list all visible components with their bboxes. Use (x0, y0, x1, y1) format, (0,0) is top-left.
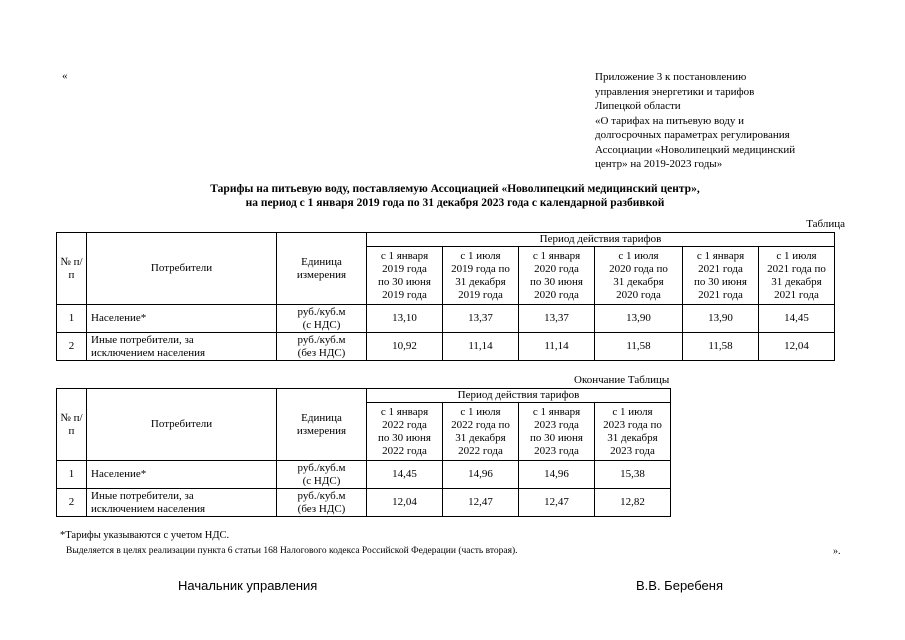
tariff-value: 14,96 (443, 461, 519, 489)
consumer-line: Иные потребители, за (91, 489, 194, 502)
unit-line: (без НДС) (297, 502, 346, 515)
period-header (595, 247, 683, 305)
tariff-value: 14,45 (367, 461, 443, 489)
tariff-value: 15,38 (595, 461, 671, 489)
consumer-cell (87, 333, 277, 361)
period-line: 31 декабря (613, 275, 664, 288)
appendix-line: Приложение 3 к постановлению (595, 71, 747, 83)
row-number: 2 (57, 489, 87, 517)
period-line: 31 декабря (771, 275, 822, 288)
period-line: с 1 июля (776, 249, 817, 262)
appendix-line: управления энергетики и тарифов (595, 85, 755, 98)
period-header (443, 403, 519, 461)
period-line: по 30 июня (378, 275, 431, 288)
row-number: 1 (57, 305, 87, 333)
header-consumers: Потребители (87, 233, 277, 305)
period-line: с 1 июля (612, 405, 653, 418)
period-line: 2022 года (458, 444, 503, 457)
period-header (595, 403, 671, 461)
period-line: 2022 года (382, 444, 427, 457)
period-line: 2021 года по (767, 262, 826, 275)
period-line: с 1 января (532, 249, 581, 262)
title-line: на период с 1 января 2019 года по 31 декабря 2023 года с календарной разбивкой (245, 197, 665, 209)
opening-quote: « (62, 70, 68, 82)
tariff-value: 10,92 (367, 333, 443, 361)
period-line: 2019 года (382, 288, 427, 301)
period-line: по 30 июня (694, 275, 747, 288)
period-line: по 30 июня (530, 275, 583, 288)
consumer-line: Иные потребители, за (91, 333, 194, 346)
row-number: 1 (57, 461, 87, 489)
unit-cell (277, 461, 367, 489)
header-number: № п/п (57, 389, 87, 461)
period-header (367, 247, 443, 305)
period-line: 31 декабря (607, 431, 658, 444)
period-line: 2020 года (616, 288, 661, 301)
period-header (519, 247, 595, 305)
header-number: № п/п (57, 233, 87, 305)
tariff-table-2022-2023 (56, 388, 671, 517)
tariff-value: 11,58 (683, 333, 759, 361)
header-period: Период действия тарифов (367, 389, 671, 403)
tariff-value: 12,47 (443, 489, 519, 517)
period-line: 2019 года по (451, 262, 510, 275)
period-line: 2021 года (774, 288, 819, 301)
period-line: 2022 года (382, 418, 427, 431)
tariff-value: 13,37 (519, 305, 595, 333)
period-line: 2020 года (534, 262, 579, 275)
tariff-value: 12,47 (519, 489, 595, 517)
tariff-value: 14,45 (759, 305, 835, 333)
header-consumers: Потребители (87, 389, 277, 461)
unit-line: руб./куб.м (297, 489, 346, 502)
period-line: с 1 января (696, 249, 745, 262)
unit-line: (с НДС) (302, 474, 341, 487)
unit-line: (без НДС) (297, 346, 346, 359)
unit-line: руб./куб.м (297, 461, 346, 474)
row-number: 2 (57, 333, 87, 361)
period-header (683, 247, 759, 305)
period-line: 2023 года по (603, 418, 662, 431)
document-title (60, 182, 850, 210)
signatory-position: Начальник управления (178, 578, 318, 593)
appendix-line: «О тарифах на питьевую воду и (595, 114, 744, 127)
unit-cell (277, 333, 367, 361)
consumer-line: Население* (91, 312, 147, 324)
period-header (759, 247, 835, 305)
table-row (57, 305, 835, 333)
period-line: с 1 июля (460, 405, 501, 418)
period-line: 2022 года по (451, 418, 510, 431)
period-line: 2019 года (458, 288, 503, 301)
tariff-value: 13,90 (683, 305, 759, 333)
vat-note: Выделяется в целях реализации пункта 6 статьи 168 Налогового кодекса Российской Федерации (часть вторая). (66, 546, 518, 556)
period-header (367, 403, 443, 461)
header-unit: Единица измерения (277, 389, 367, 461)
period-line: 2021 года (698, 288, 743, 301)
header-period: Период действия тарифов (367, 233, 835, 247)
appendix-line: долгосрочных параметрах регулирования (595, 129, 790, 141)
header-unit: Единица измерения (277, 233, 367, 305)
period-line: 2023 года (534, 444, 579, 457)
tariff-value: 12,04 (759, 333, 835, 361)
consumer-cell (87, 461, 277, 489)
appendix-line: Липецкой области (595, 100, 681, 112)
tariff-value: 13,10 (367, 305, 443, 333)
table-caption: Таблица (806, 218, 845, 230)
appendix-line: Ассоциации «Новолипецкий медицинский (595, 143, 796, 156)
unit-line: руб./куб.м (297, 305, 346, 318)
period-line: 2023 года (610, 444, 655, 457)
period-line: с 1 июля (460, 249, 501, 262)
footnote: *Тарифы указываются с учетом НДС. (60, 530, 230, 541)
period-line: 31 декабря (455, 275, 506, 288)
tariff-value: 11,58 (595, 333, 683, 361)
tariff-value: 12,04 (367, 489, 443, 517)
tariff-value: 11,14 (519, 333, 595, 361)
title-line: Тарифы на питьевую воду, поставляемую Ассоциацией «Новолипецкий медицинский центр», (210, 183, 700, 195)
period-line: с 1 января (380, 249, 429, 262)
period-header (519, 403, 595, 461)
period-line: по 30 июня (378, 431, 431, 444)
consumer-line: Население* (91, 468, 147, 480)
unit-cell (277, 305, 367, 333)
continuation-caption: Окончание Таблицы (574, 374, 670, 386)
unit-line: (с НДС) (302, 318, 341, 331)
consumer-cell (87, 305, 277, 333)
period-line: по 30 июня (530, 431, 583, 444)
table-row (57, 489, 671, 517)
consumer-cell (87, 489, 277, 517)
period-line: 2020 года по (609, 262, 668, 275)
period-line: 2021 года (698, 262, 743, 275)
period-line: с 1 января (532, 405, 581, 418)
period-line: с 1 января (380, 405, 429, 418)
consumer-line: исключением населения (91, 502, 206, 515)
signatory-name: В.В. Беребеня (636, 578, 724, 593)
tariff-value: 13,90 (595, 305, 683, 333)
period-header (443, 247, 519, 305)
table-row (57, 461, 671, 489)
period-line: 2020 года (534, 288, 579, 301)
tariff-value: 14,96 (519, 461, 595, 489)
unit-line: руб./куб.м (297, 333, 346, 346)
tariff-value: 11,14 (443, 333, 519, 361)
table-row (57, 333, 835, 361)
appendix-line: центр» на 2019-2023 годы» (595, 158, 723, 170)
tariff-value: 12,82 (595, 489, 671, 517)
period-line: 31 декабря (455, 431, 506, 444)
unit-cell (277, 489, 367, 517)
period-line: с 1 июля (618, 249, 659, 262)
appendix-reference (595, 70, 855, 172)
tariff-table-2019-2021 (56, 232, 835, 361)
period-line: 2023 года (534, 418, 579, 431)
consumer-line: исключением населения (91, 346, 206, 359)
closing-quote: ». (833, 546, 841, 557)
period-line: 2019 года (382, 262, 427, 275)
tariff-value: 13,37 (443, 305, 519, 333)
